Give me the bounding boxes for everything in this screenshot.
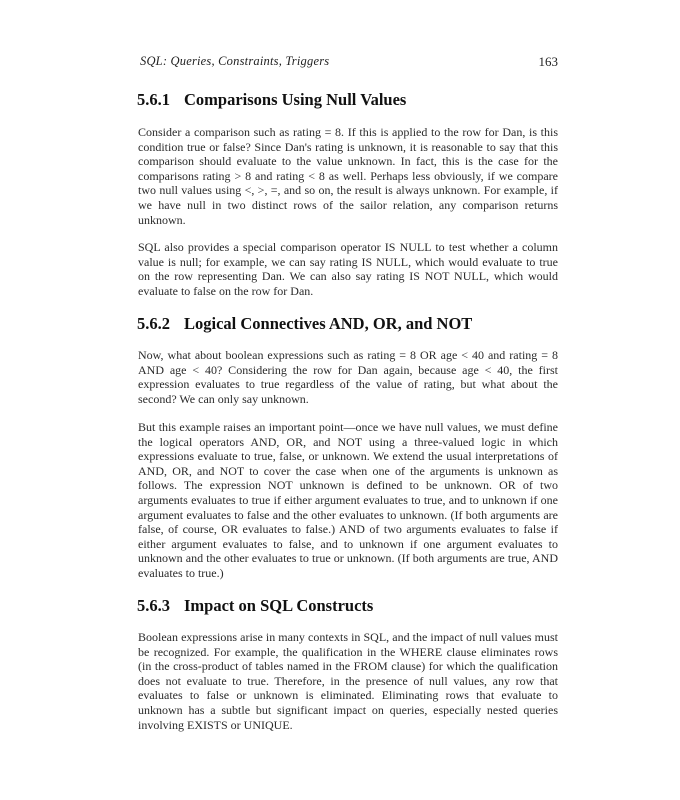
running-title: SQL: Queries, Constraints, Triggers [140, 54, 330, 68]
section-number: 5.6.2 [137, 314, 170, 333]
section-number: 5.6.1 [137, 90, 170, 109]
section-heading-5-6-3 [137, 596, 373, 616]
section-title: Logical Connectives AND, OR, and NOT [184, 314, 473, 333]
paragraph: But this example raises an important point—once we have null values, we must define the logical operators AND, OR, and NOT using a three-valued logic in which expressions evaluate to true, false, or unknown. We extend the usual interpretations of AND, OR, and NOT to cover the case when one of the arguments is unknown as follows. The expression NOT unknown is defined to be unknown. OR of two arguments evaluates to true if either argument evaluates to true, and to unknown if one argument evaluates to false and the other evaluates to unknown. (If both arguments are false, of course, OR evaluates to false.) AND of two arguments evaluates to false if either argument evaluates to false, and to unknown if one argument evaluates to unknown and the other evaluates to true or unknown. (If both arguments are true, AND evaluates to true.) [138, 420, 558, 580]
paragraph: SQL also provides a special comparison operator IS NULL to test whether a column value is null; for example, we can say rating IS NULL, which would evaluate to true on the row representing Dan. We can also say rating IS NOT NULL, which would evaluate to false on the row for Dan. [138, 240, 558, 298]
running-header [140, 54, 558, 72]
section-title: Impact on SQL Constructs [184, 596, 374, 615]
section-heading-5-6-2 [137, 314, 472, 334]
section-title: Comparisons Using Null Values [184, 90, 407, 109]
section-heading-5-6-1 [137, 90, 406, 110]
paragraph: Consider a comparison such as rating = 8. If this is applied to the row for Dan, is this condition true or false? Since Dan's rating is unknown, it is reasonable to say that this comparison should evaluate to the value unknown. In fact, this is the case for the comparisons rating > 8 and rating < 8 as well. Perhaps less obviously, if we compare two null values using <, >, =, and so on, the result is always unknown. For example, if we have null in two distinct rows of the sailor relation, any comparison returns unknown. [138, 125, 558, 227]
section-number: 5.6.3 [137, 596, 170, 615]
page-number: 163 [538, 54, 558, 69]
paragraph: Now, what about boolean expressions such as rating = 8 OR age < 40 and rating = 8 AND age < 40? Considering the row for Dan again, because age < 40, the first expression evaluates to true regardless of the value of rating, but what about the second? We can only say unknown. [138, 348, 558, 406]
paragraph: Boolean expressions arise in many contexts in SQL, and the impact of null values must be recognized. For example, the qualification in the WHERE clause eliminates rows (in the cross-product of tables named in the FROM clause) for which the qualification does not evaluate to true. Therefore, in the presence of null values, any row that evaluates to false or unknown is eliminated. Eliminating rows that evaluate to unknown has a subtle but significant impact on queries, especially nested queries involving EXISTS or UNIQUE. [138, 630, 558, 732]
